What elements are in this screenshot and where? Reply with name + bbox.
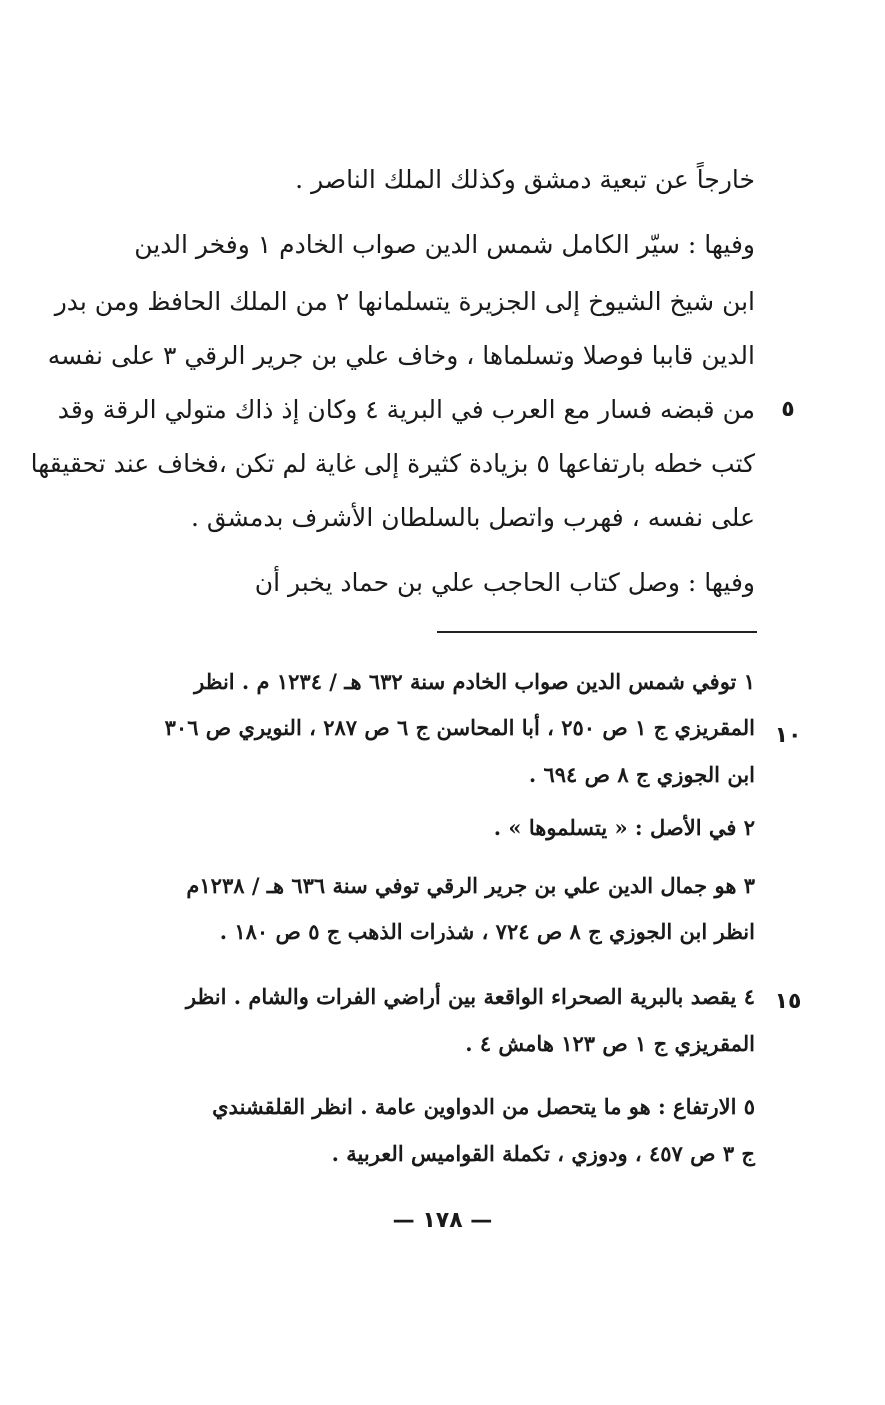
- footnote-line: ج ٣ ص ٤٥٧ ، ودوزي ، تكملة القواميس العربية .: [331, 1141, 755, 1166]
- footnote-line: المقريزي ج ١ ص ٢٥٠ ، أبا المحاسن ج ٦ ص ٢٨٧ ، النويري ص ٣٠٦: [164, 715, 755, 740]
- text-line: وفيها : وصل كتاب الحاجب علي بن حماد يخبر أن: [254, 568, 755, 597]
- footnote-line: ٣ هو جمال الدين علي بن جرير الرقي توفي سنة ٦٣٦ هـ / ١٢٣٨م: [186, 873, 755, 898]
- text-line: الدين قاببا فوصلا وتسلماها ، وخاف علي بن جرير الرقي ٣ على نفسه: [47, 341, 755, 370]
- text-line: من قبضه فسار مع العرب في البرية ٤ وكان إذ ذاك متولي الرقة وقد: [57, 395, 755, 424]
- footnote-line: ١ توفي شمس الدين صواب الخادم سنة ٦٣٢ هـ / ١٢٣٤ م . انظر: [194, 669, 755, 694]
- line-number-margin: ١٠: [774, 723, 802, 748]
- text-line: كتب خطه بارتفاعها ٥ بزيادة كثيرة إلى غاية لم تكن ،فخاف عند تحقيقها: [30, 449, 755, 478]
- text-line: ابن شيخ الشيوخ إلى الجزيرة يتسلمانها ٢ من الملك الحافظ ومن بدر: [54, 287, 755, 316]
- text-line: وفيها : سيّر الكامل شمس الدين صواب الخادم ١ وفخر الدين: [134, 230, 755, 259]
- footnote-line: ٢ في الأصل : « يتسلموها » .: [493, 815, 755, 840]
- footnote-line: انظر ابن الجوزي ج ٨ ص ٧٢٤ ، شذرات الذهب ج ٥ ص ١٨٠ .: [219, 919, 755, 944]
- footnote-line: ٥ الارتفاع : هو ما يتحصل من الدواوين عامة . انظر القلقشندي: [212, 1094, 755, 1119]
- footnotes: [30, 0, 755, 1200]
- line-number-margin: ٥: [781, 397, 795, 422]
- text-line: على نفسه ، فهرب واتصل بالسلطان الأشرف بدمشق .: [190, 503, 755, 532]
- footnote-line: ابن الجوزي ج ٨ ص ٦٩٤ .: [528, 762, 755, 787]
- footnote-line: المقريزي ج ١ ص ١٢٣ هامش ٤ .: [465, 1031, 755, 1056]
- line-number-margin: ١٥: [774, 989, 802, 1014]
- text-line: خارجاً عن تبعية دمشق وكذلك الملك الناصر .: [295, 165, 755, 194]
- page-number: — ١٧٨ —: [392, 1208, 493, 1233]
- footnote-line: ٤ يقصد بالبرية الصحراء الواقعة بين أراضي الفرات والشام . انظر: [185, 984, 755, 1009]
